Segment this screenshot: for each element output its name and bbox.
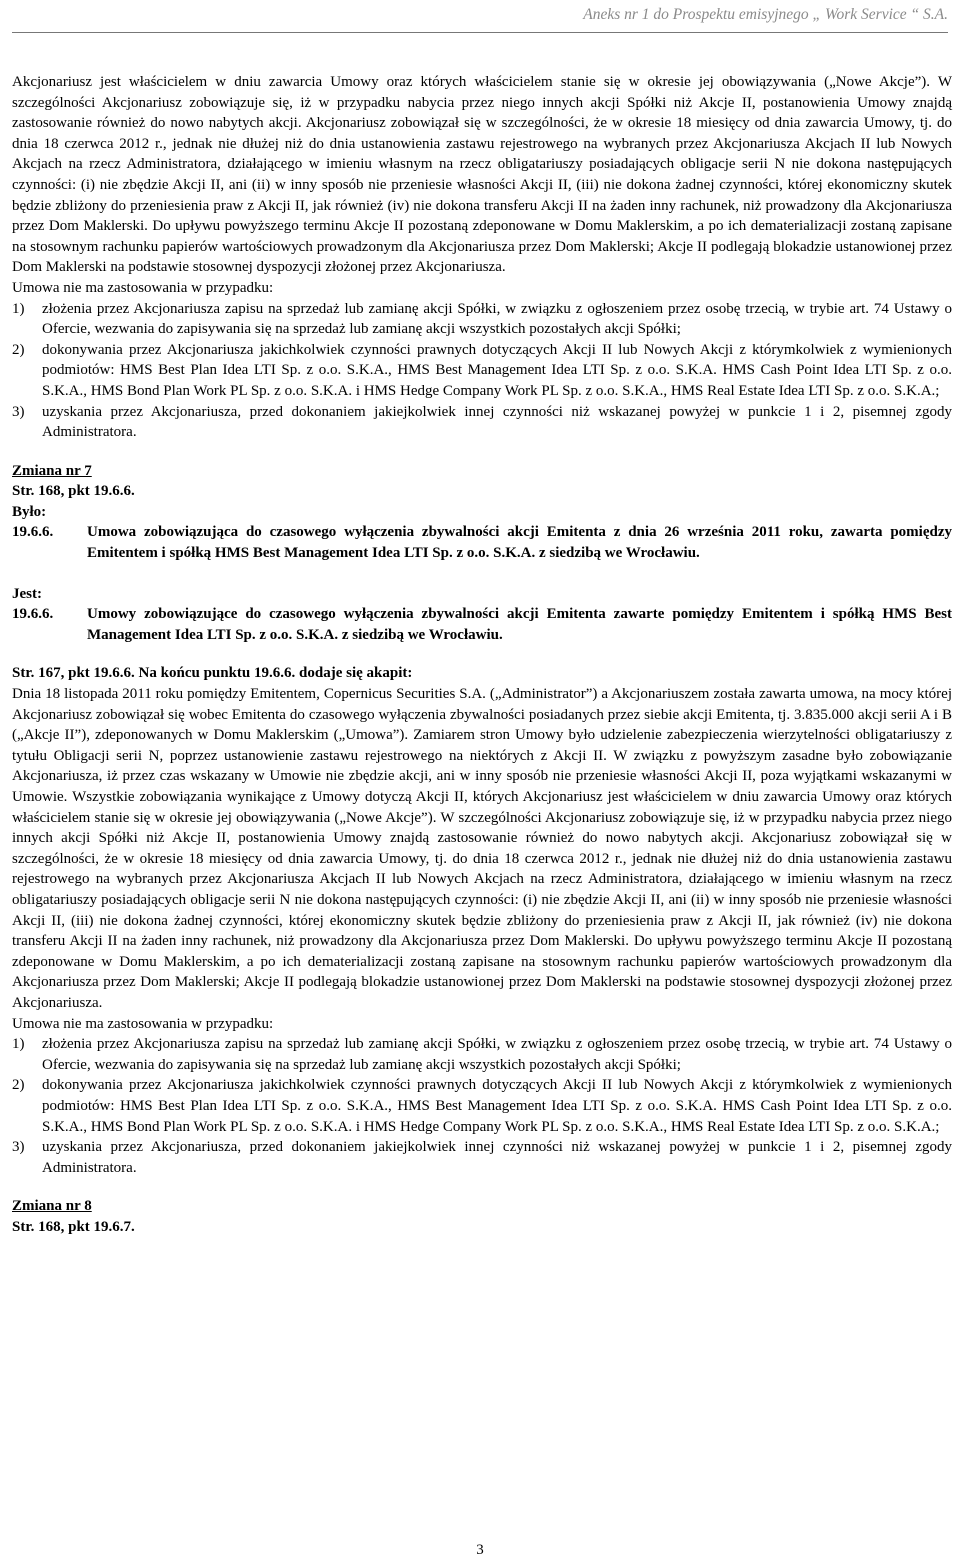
change7-add-heading: Str. 167, pkt 19.6.6. Na końcu punktu 19.6.6. dodaje się akapit: (12, 665, 413, 682)
list-item: 3) uzyskania przez Akcjonariusza, przed dokonaniem jakiejkolwiek innej czynności niż wskazanej powyżej w punkcie 1 i 2, pisemnej zgody Administratora. (12, 403, 952, 441)
change7-heading: Zmiana nr 7 (12, 462, 92, 479)
page-body (12, 72, 952, 1237)
list-item: 1) złożenia przez Akcjonariusza zapisu na sprzedaż lub zamianę akcji Spółki, w związku z ogłoszeniem przez osobę trzecią, w trybie art. 74 Ustawy o Ofercie, wezwania do zapisywania się na sprzedaż lub zamianę akcji wszystkich pozostałych akcji Spółki; (12, 300, 952, 338)
document-header: Aneks nr 1 do Prospektu emisyjnego „ Work Service “ S.A. (583, 6, 948, 23)
change7-is-label: Jest: (12, 585, 42, 602)
change7-is-text: Umowy zobowiązujące do czasowego wyłączenia zbywalności akcji Emitenta zawarte pomiędzy Emitentem i spółką HMS Best Management Idea LTI Sp. z o.o. S.K.A. z siedzibą we Wrocławiu. (87, 606, 952, 643)
change7-location: Str. 168, pkt 19.6.6. (12, 483, 135, 500)
change7-exceptions-lead: Umowa nie ma zastosowania w przypadku: (12, 1015, 274, 1032)
list-item: 2) dokonywania przez Akcjonariusza jakichkolwiek czynności prawnych dotyczących Akcji II lub Nowych Akcji z którymkolwiek z wymienionych podmiotów: HMS Best Plan Idea LTI Sp. z o.o. S.K.A., HMS Best Management Idea LTI Sp. z o.o. S.K.A. HMS Cash Point Idea LTI Sp. z o.o. S.K.A., HMS Bond Plan Work PL Sp. z o.o. S.K.A. i HMS Hedge Company Work PL Sp. z o.o. S.K.A., HMS Real Estate Idea LTI Sp. z o.o. S.K.A.; (12, 1077, 952, 1135)
section1-exceptions-lead: Umowa nie ma zastosowania w przypadku: (12, 279, 274, 296)
list-item: 2) dokonywania przez Akcjonariusza jakichkolwiek czynności prawnych dotyczących Akcji II lub Nowych Akcji z którymkolwiek z wymienionych podmiotów: HMS Best Plan Idea LTI Sp. z o.o. S.K.A., HMS Best Management Idea LTI Sp. z o.o. S.K.A. HMS Cash Point Idea LTI Sp. z o.o. S.K.A., HMS Bond Plan Work PL Sp. z o.o. S.K.A. i HMS Hedge Company Work PL Sp. z o.o. S.K.A., HMS Real Estate Idea LTI Sp. z o.o. S.K.A.; (12, 341, 952, 399)
section1-exceptions-list (12, 299, 952, 443)
change7-is-number: 19.6.6. (12, 606, 54, 623)
change7-add-paragraph: Dnia 18 listopada 2011 roku pomiędzy Emitentem, Copernicus Securities S.A. („Administrator”) a Akcjonariuszem została zawarta umowa, na mocy której Akcjonariusz zobowiązał się wobec Emitenta do czasowego wyłączenia zbywalności posiadanych przez siebie akcji Emitenta, tj. 3.835.000 akcji serii A i B („Akcje II”), zdeponowanych w Domu Maklerskim („Umowa”). Zamiarem stron Umowy było udzielenie zabezpieczenia wierzytelności obligatariuszy z tytułu Obligacji serii N, poprzez ustanowienie zastawu rejestrowego na niektórych z Akcji II. W związku z powyższym zasadne było zobowiązanie Akcjonariusza, iż przez czas wskazany w Umowie nie zbędzie akcji, ani w inny sposób nie przeniesie własności Akcji II, poza wyjątkami wskazanymi w Umowie. Wszystkie zobowiązania wynikające z Umowy dotyczą Akcji II, których Akcjonariusz jest właścicielem w dniu zawarcia Umowy oraz których właścicielem stanie się w okresie jej obowiązywania („Nowe Akcje”). W szczególności Akcjonariusz zobowiązuje się, iż w przypadku nabycia przez niego innych akcji Spółki niż Akcje II, postanowienia Umowy znajdą zastosowanie również do nowo nabytych akcji. Akcjonariusz zobowiązał się w szczególności, że w okresie 18 miesięcy od dnia zawarcia Umowy, tj. do dnia 18 czerwca 2012 r., jednak nie dłużej niż do dnia ustanowienia zastawu rejestrowego na wybranych przez Akcjonariusza Akcjach II lub Nowych Akcjach na rzecz Administratora, działającego w imieniu własnym na rzecz obligatariuszy posiadających obligacje serii N nie dokona następujących czynności: (i) nie zbędzie Akcji II, ani (ii) w inny sposób nie przeniesie własności Akcji II, (iii) nie dokona żadnej czynności, której ekonomiczny skutek będzie zbliżony do przeniesienia praw z Akcji II, jak również (iv) nie dokona transferu Akcji II na żaden inny rachunek, niż prowadzony dla Akcjonariusza przez Dom Maklerski. Do upływu powyższego terminu Akcje II pozostaną zdeponowane w Domu Maklerskim, a po ich dematerializacji zostaną zapisane na stosownym rachunku papierów wartościowych prowadzonym dla Akcjonariusza przez Dom Maklerski; Akcje II podlegają blokadzie ustanowionej przez Dom Maklerski na podstawie stosownej dyspozycji złożonej przez Akcjonariusza. (12, 686, 952, 1011)
section1-intro-paragraph: Akcjonariusz jest właścicielem w dniu zawarcia Umowy oraz których właścicielem stanie się w okresie jej obowiązywania („Nowe Akcje”). W szczególności Akcjonariusz zobowiązuje się, iż w przypadku nabycia przez niego innych akcji Spółki niż Akcje II, postanowienia Umowy znajdą zastosowanie również do nowo nabytych akcji. Akcjonariusz zobowiązał się w szczególności, że w okresie 18 miesięcy od dnia zawarcia Umowy, tj. do dnia 18 czerwca 2012 r., jednak nie dłużej niż do dnia ustanowienia zastawu rejestrowego na wybranych przez Akcjonariusza Akcjach II lub Nowych Akcjach na rzecz Administratora, działającego w imieniu własnym na rzecz obligatariuszy posiadających obligacje serii N nie dokona następujących czynności: (i) nie zbędzie Akcji II, ani (ii) w inny sposób nie przeniesie własności Akcji II, (iii) nie dokona żadnej czynności, której ekonomiczny skutek będzie zbliżony do przeniesienia praw z Akcji II, jak również (iv) nie dokona transferu Akcji II na żaden inny rachunek, niż prowadzony dla Akcjonariusza przez Dom Maklerski. Do upływu powyższego terminu Akcje II pozostaną zdeponowane w Domu Maklerskim, a po ich dematerializacji zostaną zapisane na stosownym rachunku papierów wartościowych prowadzonym dla Akcjonariusza przez Dom Maklerski; Akcje II podlegają blokadzie ustanowionej przez Dom Maklerski na podstawie stosownej dyspozycji złożonej przez Akcjonariusza. (12, 74, 952, 276)
change7-exceptions-list (12, 1034, 952, 1178)
change7-was-entry (12, 522, 952, 563)
page-number: 3 (476, 1542, 484, 1558)
header-rule (12, 32, 948, 33)
change7-is-entry (12, 604, 952, 645)
change8-heading: Zmiana nr 8 (12, 1198, 92, 1215)
change7-was-label: Było: (12, 503, 47, 520)
list-item: 1) złożenia przez Akcjonariusza zapisu na sprzedaż lub zamianę akcji Spółki, w związku z ogłoszeniem przez osobę trzecią, w trybie art. 74 Ustawy o Ofercie, wezwania do zapisywania się na sprzedaż lub zamianę akcji wszystkich pozostałych akcji Spółki; (12, 1036, 952, 1073)
change7-was-text: Umowa zobowiązująca do czasowego wyłączenia zbywalności akcji Emitenta z dnia 26 września 2011 roku, zawarta pomiędzy Emitentem i spółką HMS Best Management Idea LTI Sp. z o.o. S.K.A. z siedzibą we Wrocławiu. (87, 524, 952, 562)
list-item: 3) uzyskania przez Akcjonariusza, przed dokonaniem jakiejkolwiek innej czynności niż wskazanej powyżej w punkcie 1 i 2, pisemnej zgody Administratora. (12, 1139, 952, 1176)
change8-location: Str. 168, pkt 19.6.7. (12, 1218, 135, 1235)
change7-was-number: 19.6.6. (12, 524, 54, 541)
